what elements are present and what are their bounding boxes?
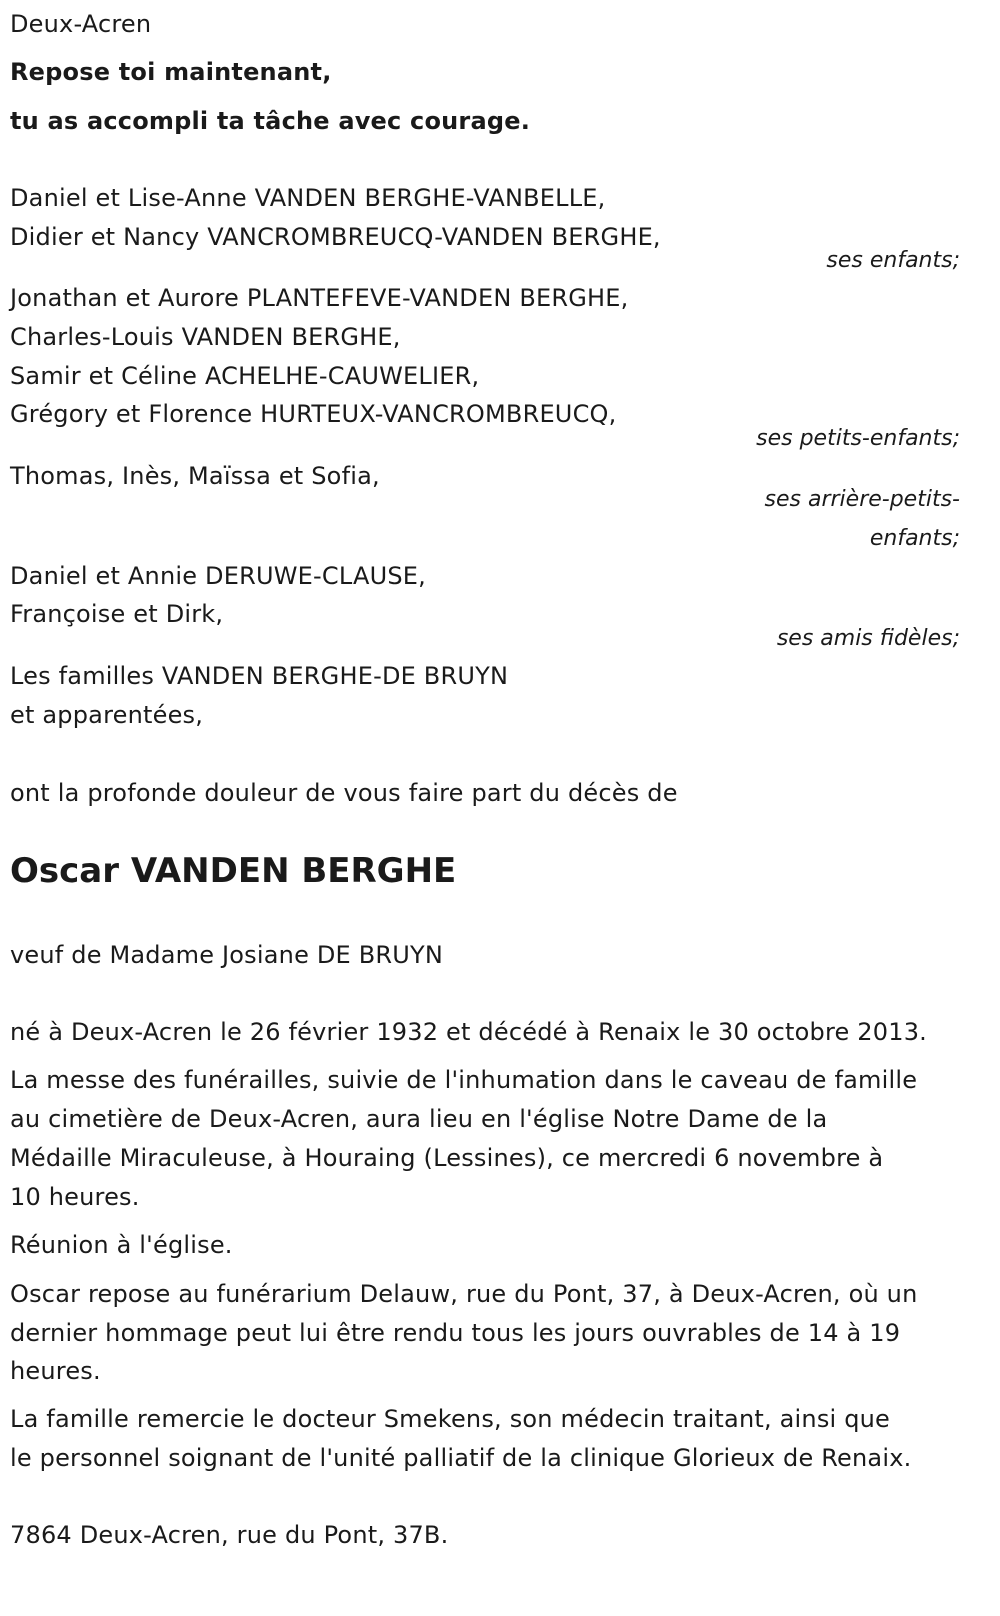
family-name: Daniel et Lise-Anne VANDEN BERGHE-VANBELLE, bbox=[10, 184, 606, 212]
funerarium-text: Oscar repose au funérarium Delauw, rue du Pont, 37, à Deux-Acren, où un bbox=[10, 1280, 918, 1308]
widower-line: veuf de Madame Josiane DE BRUYN bbox=[10, 941, 444, 969]
funeral-text: Médaille Miraculeuse, à Houraing (Lessines), ce mercredi 6 novembre à bbox=[10, 1144, 884, 1172]
funeral-text: 10 heures. bbox=[10, 1183, 140, 1211]
family-name: Thomas, Inès, Maïssa et Sofia, bbox=[10, 462, 380, 490]
family-role: ses arrière-petits- bbox=[764, 487, 960, 512]
family-name: Grégory et Florence HURTEUX-VANCROMBREUCQ, bbox=[10, 400, 617, 428]
meeting-text: Réunion à l'église. bbox=[10, 1231, 233, 1259]
family-name: Didier et Nancy VANCROMBREUCQ-VANDEN BERGHE, bbox=[10, 223, 661, 251]
funeral-text: La messe des funérailles, suivie de l'inhumation dans le caveau de famille bbox=[10, 1066, 918, 1094]
funerarium-text: dernier hommage peut lui être rendu tous les jours ouvrables de 14 à 19 bbox=[10, 1319, 901, 1347]
deceased-name: Oscar VANDEN BERGHE bbox=[10, 851, 457, 891]
family-name: Samir et Céline ACHELHE-CAUWELIER, bbox=[10, 362, 480, 390]
family-role: ses petits-enfants; bbox=[756, 426, 960, 451]
thanks-text: le personnel soignant de l'unité palliatif de la clinique Glorieux de Renaix. bbox=[10, 1444, 912, 1472]
family-name: Charles-Louis VANDEN BERGHE, bbox=[10, 323, 401, 351]
family-role: ses amis fidèles; bbox=[776, 626, 960, 651]
family-name: Daniel et Annie DERUWE-CLAUSE, bbox=[10, 562, 426, 590]
announcement: ont la profonde douleur de vous faire part du décès de bbox=[10, 779, 678, 807]
birth-death-line: né à Deux-Acren le 26 février 1932 et décédé à Renaix le 30 octobre 2013. bbox=[10, 1018, 928, 1046]
funeral-text: au cimetière de Deux-Acren, aura lieu en l'église Notre Dame de la bbox=[10, 1105, 828, 1133]
family-role: enfants; bbox=[869, 526, 960, 551]
family-name: et apparentées, bbox=[10, 701, 204, 729]
place-heading: Deux-Acren bbox=[10, 10, 152, 38]
family-name: Les familles VANDEN BERGHE-DE BRUYN bbox=[10, 662, 509, 690]
address: 7864 Deux-Acren, rue du Pont, 37B. bbox=[10, 1521, 449, 1549]
family-role: ses enfants; bbox=[826, 248, 960, 273]
epitaph-line: tu as accompli ta tâche avec courage. bbox=[10, 107, 531, 135]
family-name: Françoise et Dirk, bbox=[10, 600, 224, 628]
epitaph-line: Repose toi maintenant, bbox=[10, 58, 332, 86]
thanks-text: La famille remercie le docteur Smekens, son médecin traitant, ainsi que bbox=[10, 1405, 891, 1433]
family-name: Jonathan et Aurore PLANTEFEVE-VANDEN BERGHE, bbox=[10, 284, 629, 312]
funerarium-text: heures. bbox=[10, 1357, 101, 1385]
